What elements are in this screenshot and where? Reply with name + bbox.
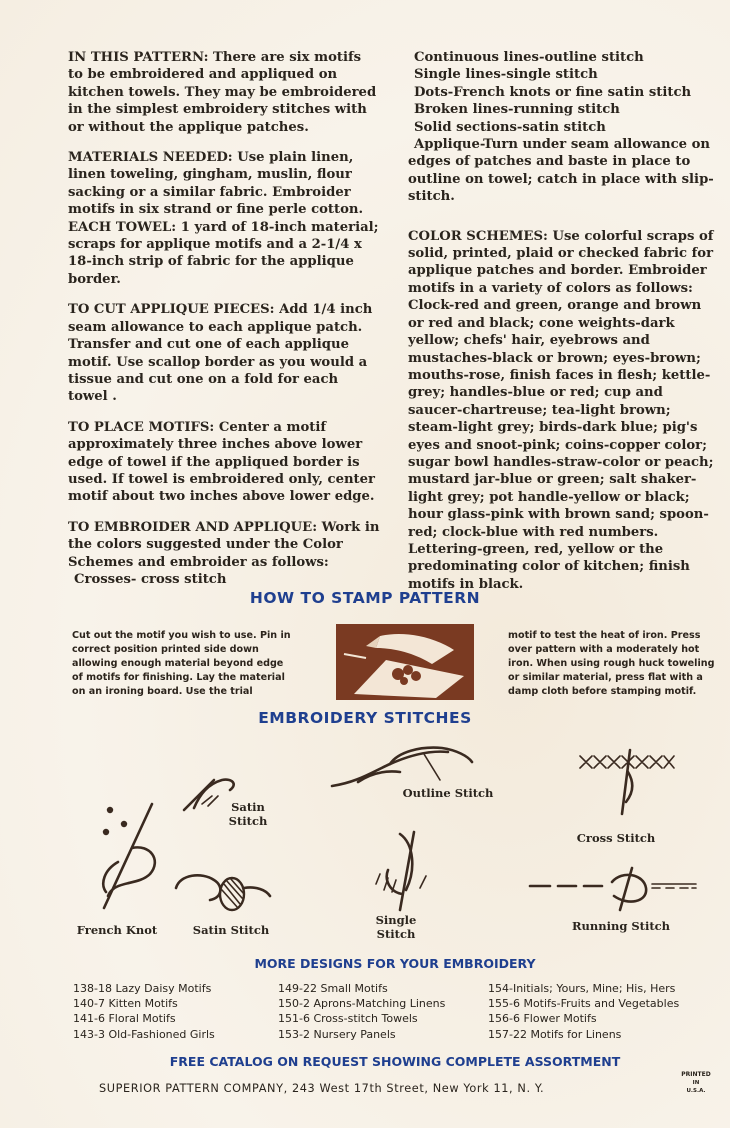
running-stitch-label: Running Stitch bbox=[571, 919, 671, 933]
single-stitch-label: Single Stitch bbox=[375, 913, 417, 941]
in-this-pattern-paragraph: IN THIS PATTERN: There are six motifs to be embroidered and appliqued on kitchen towels. They may be embroidered in the simplest embroidery stitches with or without the applique patches. bbox=[68, 50, 377, 135]
left-column bbox=[68, 49, 380, 588]
stitch-list-item: Dots-French knots or fine satin stitch bbox=[414, 84, 692, 100]
each-towel-paragraph: EACH TOWEL: 1 yard of 18-inch material; scraps for applique motifs and a 2-1/4 x 18-inch strip of fabric for the applique border. bbox=[68, 219, 379, 287]
to-embroider-paragraph: TO EMBROIDER AND APPLIQUE: Work in the colors suggested under the Color Schemes and embroider as follows: bbox=[68, 519, 380, 570]
to-cut-paragraph: TO CUT APPLIQUE PIECES: Add 1/4 inch seam allowance to each applique patch. Transfer and cut one of each applique motif. Use scallop border as you would a tissue and cut one on a fold for each towel . bbox=[68, 302, 373, 405]
iron-stamping-illustration bbox=[336, 624, 474, 700]
cross-stitch-label: Cross Stitch bbox=[576, 831, 656, 845]
designs-column-3 bbox=[488, 981, 679, 1042]
satin-stitch-icon bbox=[170, 866, 274, 924]
outline-stitch-label: Outline Stitch bbox=[402, 786, 494, 800]
printed-mark-line: U.S.A. bbox=[686, 1088, 706, 1094]
printed-in-usa-mark bbox=[676, 1068, 716, 1096]
designs-column-1 bbox=[73, 981, 215, 1042]
single-stitch-icon bbox=[370, 830, 434, 916]
printed-mark-line: PRINTED bbox=[681, 1071, 711, 1078]
stitch-list-item: Continuous lines-outline stitch bbox=[414, 50, 644, 65]
design-item: 140-7 Kitten Motifs bbox=[73, 997, 178, 1011]
company-address-footer: SUPERIOR PATTERN COMPANY, 243 West 17th Street, New York 11, N. Y. bbox=[99, 1082, 545, 1095]
color-schemes-paragraph: COLOR SCHEMES: Use colorful scraps of solid, printed, plaid or checked fabric for applique patches and border. Embroider motifs in a variety of colors as follows: bbox=[408, 228, 714, 296]
running-stitch-icon bbox=[528, 858, 698, 918]
design-item: 157-22 Motifs for Linens bbox=[488, 1027, 622, 1041]
more-designs-heading: MORE DESIGNS FOR YOUR EMBROIDERY bbox=[254, 956, 536, 971]
stitch-list-item: Single lines-single stitch bbox=[414, 67, 598, 83]
cross-stitch-icon bbox=[576, 748, 678, 818]
design-item: 138-18 Lazy Daisy Motifs bbox=[73, 982, 212, 995]
how-to-stamp-heading: HOW TO STAMP PATTERN bbox=[249, 589, 481, 607]
design-item: 154-Initials; Yours, Mine; His, Hers bbox=[488, 982, 676, 995]
design-item: 149-22 Small Motifs bbox=[278, 982, 388, 995]
printed-mark-line: IN bbox=[692, 1080, 700, 1086]
satin-stitch-bottom-label: Satin Stitch bbox=[192, 923, 270, 937]
embroidery-stitches-heading: EMBROIDERY STITCHES bbox=[258, 709, 472, 727]
design-item: 156-6 Flower Motifs bbox=[488, 1012, 597, 1026]
design-item: 153-2 Nursery Panels bbox=[278, 1027, 396, 1041]
design-item: 141-6 Floral Motifs bbox=[73, 1012, 176, 1026]
stamp-instructions-left: Cut out the motif you wish to use. Pin in correct position printed side down allowing enough material beyond edge of motifs for finishing. Lay the material on an ironing board. Use the trial bbox=[72, 630, 291, 697]
design-item: 150-2 Aprons-Matching Linens bbox=[278, 997, 446, 1011]
french-knot-icon bbox=[92, 800, 172, 920]
designs-column-2 bbox=[278, 981, 445, 1042]
applique-paragraph: Applique-Turn under seam allowance on edges of patches and baste in place to outline on towel; catch in place with slip-stitch. bbox=[408, 137, 714, 205]
right-column bbox=[408, 49, 720, 606]
satin-stitch-top-label: Satin Stitch bbox=[228, 800, 268, 828]
stitch-list-item: Solid sections-satin stitch bbox=[414, 119, 606, 135]
design-item: 155-6 Motifs-Fruits and Vegetables bbox=[488, 997, 680, 1011]
design-item: 151-6 Cross-stitch Towels bbox=[278, 1012, 418, 1026]
stamp-instructions-right: motif to test the heat of iron. Press over pattern with a moderately hot iron. When using rough huck toweling or similar material, press flat with a damp cloth before stamping motif. bbox=[508, 630, 715, 697]
color-list-paragraph: Clock-red and green, orange and brown or red and black; cone weights-dark yellow; chefs' hair, eyebrows and mustaches-black or brown; eyes-brown; mouths-rose, finish faces in flesh; kettle-grey; handles-blue or red; cup and saucer-chartreuse; tea-light brown; steam-light grey; birds-dark blue; pig's eyes and snoot-pink; coins-copper color; sugar bowl handles-straw-color or peach; mustard jar-blue or green; salt shaker-light grey; pot handle-yellow or black; hour glass-pink with brown sand; spoon-red; clock-blue with red numbers. Lettering-green, red, yellow or the predominating color of kitchen; finish motifs in black. bbox=[408, 298, 714, 592]
free-catalog-heading: FREE CATALOG ON REQUEST SHOWING COMPLETE ASSORTMENT bbox=[169, 1054, 621, 1069]
french-knot-label: French Knot bbox=[76, 923, 158, 937]
to-place-paragraph: TO PLACE MOTIFS: Center a motif approximately three inches above lower edge of towel if the appliqued border is used. If towel is embroidered only, center motif about two inches above lower edge. bbox=[68, 419, 375, 505]
materials-paragraph: MATERIALS NEEDED: Use plain linen, linen toweling, gingham, muslin, flour sacking or a similar fabric. Embroider motifs in six strand or fine perle cotton. bbox=[68, 150, 364, 218]
design-item: 143-3 Old-Fashioned Girls bbox=[73, 1027, 215, 1041]
stitch-list-item: Broken lines-running stitch bbox=[414, 102, 620, 118]
crosses-line: Crosses- cross stitch bbox=[74, 571, 227, 587]
